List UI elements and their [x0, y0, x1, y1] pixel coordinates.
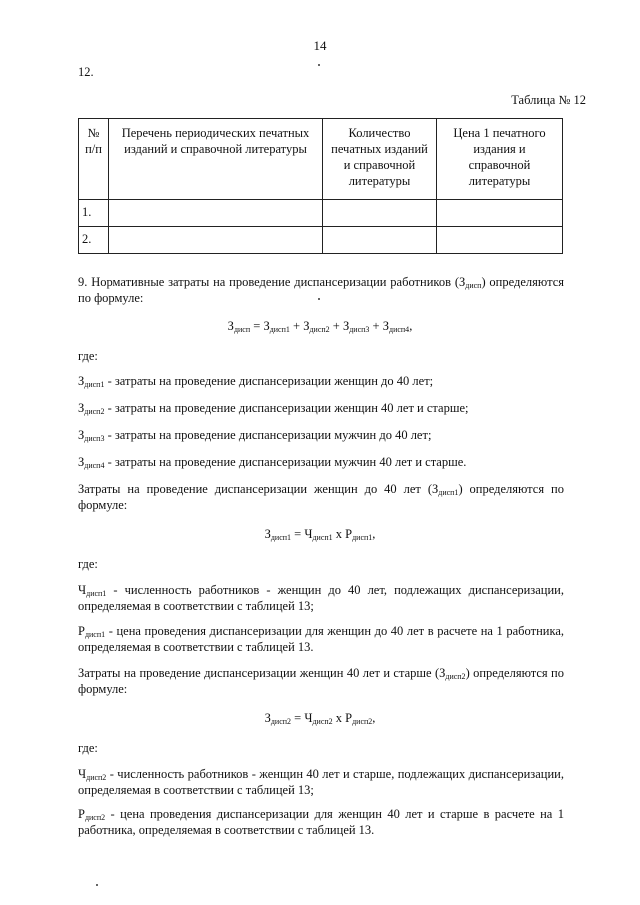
- table-cell: [437, 227, 563, 254]
- table-cell: [323, 200, 437, 227]
- scan-speck: [318, 298, 320, 300]
- definition-z-disp3: $З_{дисп3}$ - затраты на проведение диспансеризации мужчин до 40 лет;: [78, 428, 432, 443]
- scan-speck: [318, 64, 320, 66]
- page-number: 14: [313, 38, 327, 53]
- section-number: 12.: [78, 65, 94, 79]
- paragraph-women-under-40: Затраты на проведение диспансеризации женщин до 40 лет $(З_{дисп1})$ определяются по формуле:: [78, 482, 564, 512]
- formula-total: $З_{дисп} = З_{дисп1} + З_{дисп2} + З_{дисп3} + З_{дисп4}$,: [227, 319, 413, 334]
- definition-ch-disp1: $Ч_{дисп1}$ - численность работников - женщин до 40 лет, подлежащих диспансеризации, определяемая в соответствии с таблицей 13;: [78, 583, 564, 613]
- where-label-2: где:: [78, 557, 98, 571]
- definition-r-disp2: $Р_{дисп2}$ - цена проведения диспансеризации для женщин 40 лет и старше в расчете на 1 работника, определяемая в соответствии с таблицей 13.: [78, 807, 564, 837]
- header-cell-list: Перечень периодических печатных изданий и справочной литературы: [109, 119, 323, 200]
- table-cell: [109, 227, 323, 254]
- table-label: Таблица № 12: [511, 93, 586, 107]
- header-cell-quantity: Количество печатных изданий и справочной литературы: [323, 119, 437, 200]
- definition-z-disp4: $З_{дисп4}$ - затраты на проведение диспансеризации мужчин 40 лет и старше.: [78, 455, 467, 470]
- paragraph-women-40-plus: Затраты на проведение диспансеризации женщин 40 лет и старше $(З_{дисп2})$ определяются по формуле:: [78, 666, 564, 696]
- paragraph-9: 9. Нормативные затраты на проведение диспансеризации работников $(З_{дисп})$ определяются по формуле:: [78, 275, 564, 305]
- definition-z-disp1: $З_{дисп1}$ - затраты на проведение диспансеризации женщин до 40 лет;: [78, 374, 434, 389]
- definition-ch-disp2: $Ч_{дисп2}$ - численность работников - женщин 40 лет и старше, подлежащих диспансеризации, определяемая в соответствии с таблицей 13;: [78, 767, 564, 797]
- table-row: [79, 227, 563, 254]
- table-cell: 1.: [79, 200, 109, 227]
- where-label-3: где:: [78, 741, 98, 755]
- table-header-row: [79, 119, 563, 200]
- literature-table: [78, 118, 563, 254]
- table-cell: [437, 200, 563, 227]
- header-cell-number: № п/п: [79, 119, 109, 200]
- definition-r-disp1: $Р_{дисп1}$ - цена проведения диспансеризации для женщин до 40 лет в расчете на 1 работника, определяемая в соответствии с таблицей 13.: [78, 624, 564, 654]
- table-cell: 2.: [79, 227, 109, 254]
- table-cell: [323, 227, 437, 254]
- table-row: [79, 200, 563, 227]
- formula-women-40-plus: $З_{дисп2} = Ч_{дисп2}$ x $Р_{дисп2}$,: [264, 711, 376, 726]
- scan-speck: [96, 884, 98, 886]
- table-cell: [109, 200, 323, 227]
- header-cell-price: Цена 1 печатного издания и справочной литературы: [437, 119, 563, 200]
- where-label-1: где:: [78, 349, 98, 363]
- formula-women-under-40: $З_{дисп1} = Ч_{дисп1}$ x $Р_{дисп1}$,: [264, 527, 376, 542]
- definition-z-disp2: $З_{дисп2}$ - затраты на проведение диспансеризации женщин 40 лет и старше;: [78, 401, 469, 416]
